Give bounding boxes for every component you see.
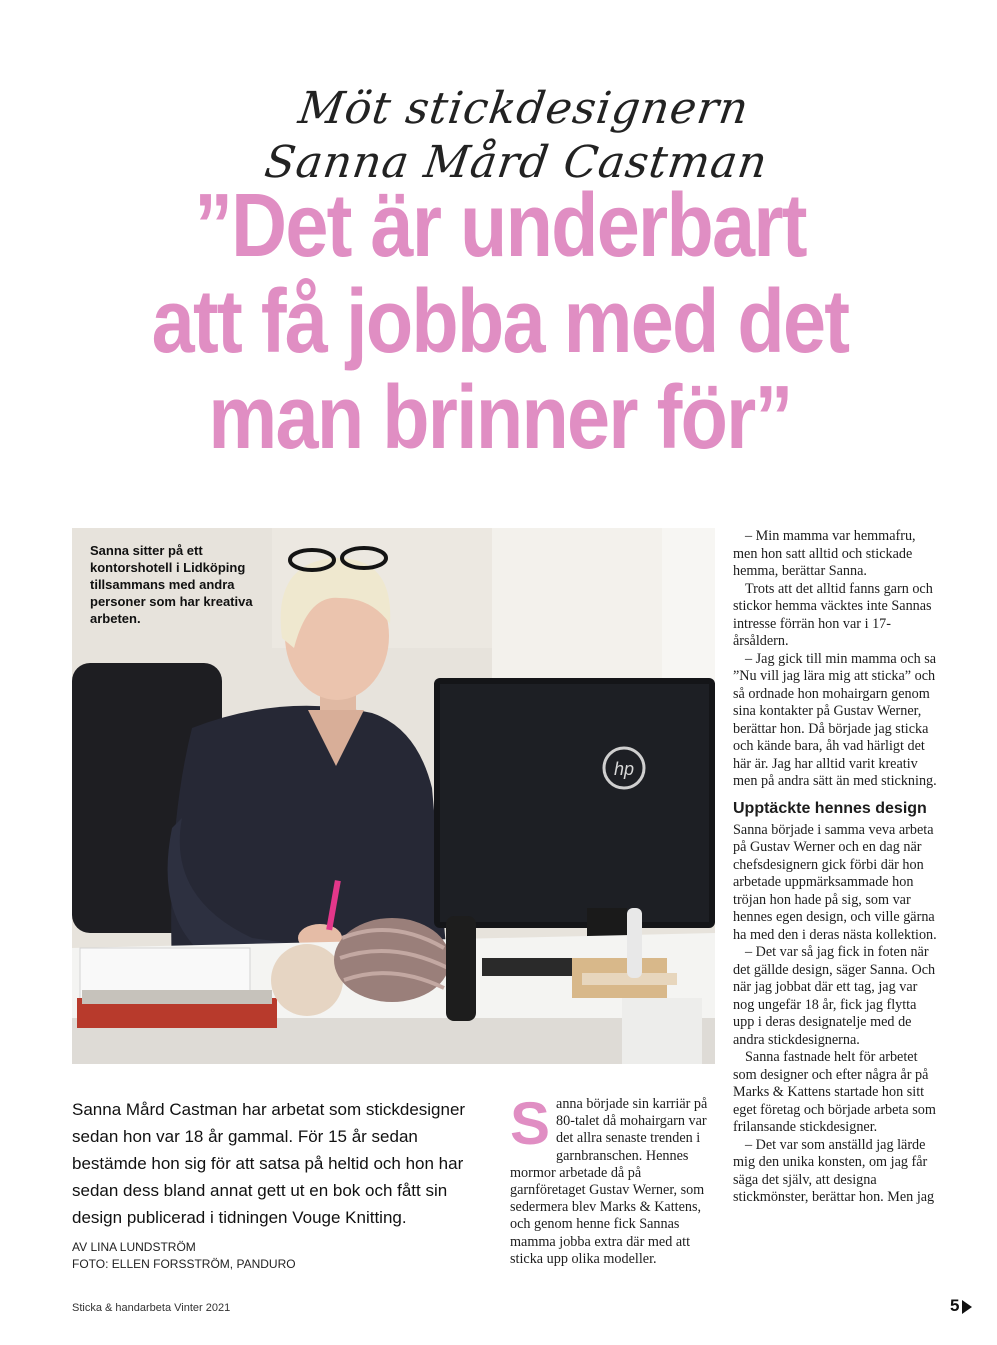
- paragraph: Trots att det alltid fanns garn och stickor hemma väcktes inte Sannas intresse förrän hon var i 17-årsåldern.: [733, 580, 933, 649]
- photo-caption: Sanna sitter på ett kontorshotell i Lidköping tillsammans med andra personer som har kreativa arbeten.: [90, 543, 253, 626]
- headline-line-1: ”Det är underbart: [194, 176, 806, 276]
- next-arrow-icon: [962, 1300, 972, 1314]
- article-photo: [72, 528, 715, 1064]
- paragraph: – Det var som anställd jag lärde mig den unika konsten, om jag får säga det själv, att designa stickmönster, berättar hon. Men jag: [733, 1136, 935, 1205]
- kicker-line-1: Möt stickdesignern: [295, 83, 753, 134]
- kicker-line-2: Sanna Mård Castman: [261, 137, 771, 188]
- byline-photo: FOTO: ELLEN FORSSTRÖM, PANDURO: [72, 1257, 296, 1271]
- page-number: 5: [950, 1296, 960, 1315]
- headline-line-2: att få jobba med det: [151, 272, 849, 372]
- article-middle-column: [510, 1090, 715, 1268]
- subheading: Upptäckte hennes design: [733, 799, 927, 817]
- paragraph: Sanna började i samma veva arbeta på Gustav Werner och en dag när chefsdesignern gick förbi där hon arbetade uppmärksammade hon tröjan hon hade på sig, som var hennes egen design, och ville gärna ha med den i deras nästa kollektion.: [733, 821, 937, 943]
- kicker-script-heading: [232, 82, 807, 190]
- paragraph: Sanna fastnade helt för arbetet som designer och efter några år på Marks & Kattens startade hon sitt eget företag och började arbeta som frilansande stickdesigner.: [733, 1049, 936, 1135]
- paragraph: anna började sin karriär på 80-talet då mohairgarn var det allra senaste trenden i garnbranschen. Hennes mormor arbetade då på garnföretaget Gustav Werner, som sedermera blev Marks & Kattens, och genom henne fick Sannas mamma jobba extra där med att sticka upp olika modeller.: [510, 1096, 708, 1267]
- footer-magazine: Sticka & handarbeta Vinter 2021: [72, 1302, 231, 1314]
- paragraph: – Jag gick till min mamma och sa ”Nu vill jag lära mig att sticka” och så ordnade hon mohairgarn genom sina kontakter på Gustav Werner, berättar hon. Då började jag sticka och kände bara, åh vad härligt det här är. Jag har alltid varit kreativ men på andra sätt än med stickning.: [733, 650, 937, 789]
- headline-line-3: man brinner för”: [208, 368, 792, 468]
- drop-cap: S: [510, 1090, 551, 1157]
- paragraph: – Det var så jag fick in foten när det gällde design, säger Sanna. Och när jag jobbat där ett tag, jag var nog ungefär 18 år, fick jag flytta upp i deras designatelje med de andra stickdesignerna.: [733, 944, 936, 1048]
- article-right-column: [733, 528, 938, 1207]
- headline: [122, 178, 879, 466]
- byline: [72, 1239, 296, 1273]
- article-intro: Sanna Mård Castman har arbetat som stickdesigner sedan hon var 18 år gammal. För 15 år sedan bestämde hon sig för att satsa på heltid och hon har sedan dess bland annat gett ut en bok och fått sin design publicerad i tidningen Vouge Knitting.: [72, 1100, 466, 1227]
- footer-page-number: [950, 1296, 972, 1316]
- byline-author: AV LINA LUNDSTRÖM: [72, 1240, 196, 1254]
- paragraph: – Min mamma var hemmafru, men hon satt alltid och stickade hemma, berättar Sanna.: [733, 528, 916, 579]
- monitor-logo: hp: [614, 759, 635, 779]
